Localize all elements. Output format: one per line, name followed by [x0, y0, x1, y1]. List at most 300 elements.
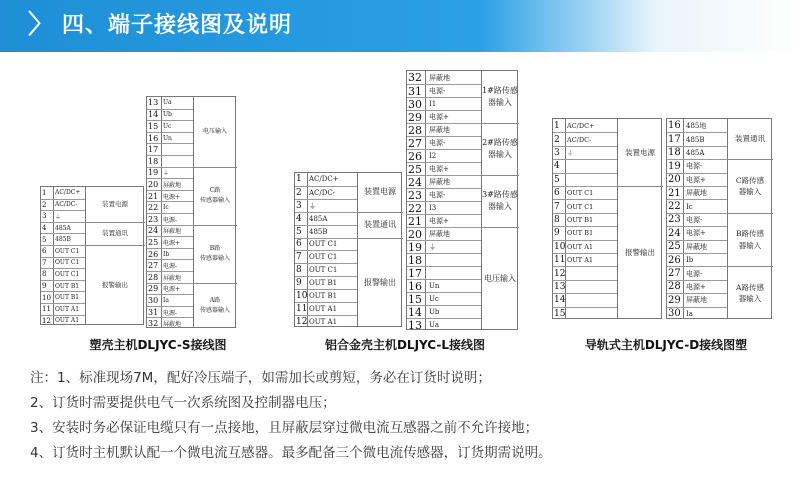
terminal-row	[667, 266, 727, 279]
terminal-label: 电源+	[429, 165, 449, 173]
terminal-row	[553, 186, 617, 199]
section-title: 四、端子接线图及说明	[62, 13, 293, 38]
terminal-label: 屏蔽地	[163, 274, 182, 282]
terminal-row	[147, 248, 193, 260]
terminal-row	[667, 213, 727, 226]
terminal-row	[553, 132, 617, 145]
note-2: 2、订货时需要提供电气一次系统图及控制器电压；	[30, 395, 336, 411]
terminal-number: 27	[148, 261, 159, 271]
terminal-row	[147, 190, 193, 202]
terminal-number: 22	[668, 201, 681, 213]
terminal-number: 13	[148, 98, 159, 108]
terminal-number: 29	[668, 294, 681, 306]
terminal-row	[407, 110, 481, 123]
terminal-label: OUT C1	[55, 270, 80, 278]
terminal-number: 19	[408, 240, 422, 254]
terminal-label: OUT A1	[309, 304, 338, 313]
diagram-l-left-block	[294, 172, 402, 327]
terminal-row	[147, 201, 193, 213]
terminal-number: 7	[554, 201, 560, 212]
group-label: 报警输出	[364, 277, 396, 287]
terminal-row	[147, 120, 193, 132]
terminal-label: Ia	[686, 309, 693, 318]
diagram-d-right-block	[666, 118, 772, 319]
terminal-label: OUT A1	[309, 317, 338, 326]
terminal-number: 10	[42, 293, 51, 302]
group-label: 1#路传感 器输入	[482, 86, 518, 107]
terminal-row	[407, 162, 481, 175]
terminal-row	[667, 186, 727, 199]
group-label: 3#路传感 器输入	[482, 190, 518, 211]
terminal-label: Ic	[686, 202, 693, 211]
terminal-label: 485A	[309, 214, 328, 223]
terminal-number: 24	[408, 175, 422, 189]
terminal-label: 电源+	[686, 175, 706, 184]
terminal-row	[147, 155, 193, 167]
terminal-row	[553, 213, 617, 226]
terminal-row	[553, 293, 617, 306]
terminal-row	[407, 227, 481, 240]
terminal-label: 电源-	[429, 139, 446, 147]
terminal-row	[407, 214, 481, 227]
terminal-number: 29	[408, 110, 422, 124]
terminal-row	[407, 318, 481, 331]
terminal-row	[407, 71, 481, 84]
terminal-row	[295, 212, 357, 225]
group-label: 装置通讯	[735, 134, 765, 144]
terminal-row	[667, 280, 727, 293]
terminal-row	[147, 294, 193, 306]
group-divider	[85, 222, 145, 223]
terminal-number: 22	[148, 203, 159, 213]
terminal-label: ⏚	[429, 243, 436, 251]
terminal-row	[667, 199, 727, 212]
group-label: 装置通讯	[364, 219, 396, 229]
terminal-row	[295, 225, 357, 238]
terminal-label: AC/DC+	[55, 189, 81, 197]
group-label: B路传感 器输入	[735, 229, 764, 250]
terminal-number: 16	[408, 279, 422, 293]
terminal-row	[295, 263, 357, 276]
terminal-label: 485B	[55, 236, 71, 244]
terminal-label: OUT C1	[309, 240, 338, 249]
terminal-number: 11	[296, 303, 308, 314]
terminal-number: 17	[668, 134, 681, 146]
terminal-row	[147, 213, 193, 225]
terminal-row	[41, 280, 85, 292]
terminal-number: 20	[408, 227, 422, 241]
terminal-number: 15	[408, 292, 422, 306]
terminal-row	[553, 280, 617, 293]
terminal-number: 20	[668, 174, 681, 186]
terminal-row	[147, 97, 193, 109]
terminal-row	[553, 240, 617, 253]
terminal-row	[295, 238, 357, 251]
terminal-label: 屏蔽地	[429, 230, 450, 238]
terminal-row	[295, 173, 357, 186]
terminal-label: OUT B1	[55, 282, 80, 290]
terminal-row	[147, 178, 193, 190]
terminal-number: 18	[668, 147, 681, 159]
terminal-label: 屏蔽地	[163, 181, 182, 189]
terminal-row	[553, 159, 617, 172]
terminal-number: 10	[296, 291, 308, 302]
terminal-row	[295, 199, 357, 212]
terminal-label: 电源-	[163, 309, 178, 317]
terminal-label: OUT B1	[309, 292, 338, 301]
terminal-row	[553, 119, 617, 132]
terminal-number: 18	[148, 156, 159, 166]
terminal-number: 22	[408, 201, 422, 215]
diagram-s-caption: 塑壳主机DLJYC-S接线图	[89, 338, 227, 352]
terminal-label: OUT C1	[309, 266, 338, 275]
terminal-label: AC/DC+	[309, 175, 339, 184]
terminal-label: 屏蔽地	[686, 242, 707, 251]
terminal-row	[407, 201, 481, 214]
terminal-number: 24	[668, 227, 681, 239]
terminal-number: 8	[554, 214, 560, 225]
terminal-row	[407, 97, 481, 110]
terminal-number: 32	[148, 319, 159, 329]
terminal-label: 电源-	[686, 269, 703, 278]
terminal-number: 7	[42, 258, 47, 267]
terminal-label: 电源-	[686, 215, 703, 224]
group-label: A路传感 器输入	[736, 282, 764, 304]
terminal-number: 23	[148, 214, 159, 224]
group-divider	[481, 123, 519, 124]
note-4: 4、订货时主机默认配一个微电流互感器。最多配备三个微电流传感器，订货期需说明。	[30, 445, 552, 461]
terminal-row	[41, 245, 85, 257]
terminal-number: 21	[668, 187, 681, 199]
terminal-label: 屏蔽地	[686, 189, 707, 198]
terminal-number: 2	[296, 187, 302, 198]
group-divider	[481, 175, 519, 176]
terminal-number: 3	[554, 147, 560, 158]
terminal-number: 9	[296, 278, 302, 289]
terminal-label: 485A	[55, 224, 71, 232]
terminal-row	[553, 266, 617, 279]
group-label: C路传感 器输入	[735, 175, 765, 196]
terminal-number: 3	[296, 200, 302, 211]
terminal-row	[147, 283, 193, 295]
group-label: 报警输出	[102, 281, 128, 290]
terminal-label: 电源+	[163, 239, 181, 247]
group-label: 装置通讯	[102, 229, 128, 238]
note-3: 3、安装时务必保证电缆只有一点接地，且屏蔽层穿过微电流互感器之前不允许接地；	[30, 420, 539, 436]
terminal-number: 27	[668, 268, 681, 280]
terminal-number: 17	[148, 145, 159, 155]
terminal-label: OUT C1	[309, 253, 338, 262]
terminal-number: 30	[668, 308, 681, 320]
terminal-row	[147, 167, 193, 179]
terminal-number: 9	[554, 228, 560, 239]
group-divider	[727, 266, 773, 267]
terminal-label: OUT A1	[55, 317, 80, 325]
terminal-number: 31	[148, 307, 159, 317]
terminal-row	[407, 175, 481, 188]
terminal-row	[295, 186, 357, 199]
terminal-number: 19	[148, 168, 159, 178]
terminal-label: OUT C1	[55, 259, 80, 267]
terminal-row	[147, 317, 193, 329]
terminal-number: 24	[148, 226, 159, 236]
terminal-number: 5	[42, 235, 47, 244]
terminal-label: OUT A1	[567, 242, 594, 251]
terminal-label: OUT B1	[55, 294, 80, 302]
terminal-label: Ub	[429, 308, 440, 316]
terminal-row	[295, 250, 357, 263]
terminal-number: 23	[668, 214, 681, 226]
terminal-label: Ua	[429, 321, 440, 329]
terminal-row	[147, 259, 193, 271]
terminal-number: 25	[668, 241, 681, 253]
group-divider	[85, 245, 145, 246]
terminal-label: 电源-	[686, 162, 703, 171]
terminal-label: Ib	[686, 256, 694, 265]
group-label: C路 传感器输入	[199, 186, 230, 204]
terminal-row	[41, 210, 85, 222]
terminal-row	[41, 257, 85, 269]
terminal-number: 4	[42, 224, 47, 233]
terminal-number: 26	[408, 149, 422, 163]
terminal-label: OUT B1	[567, 229, 594, 238]
terminal-number: 1	[296, 174, 302, 185]
terminal-row	[295, 276, 357, 289]
terminal-number: 7	[296, 252, 302, 263]
terminal-row	[147, 236, 193, 248]
terminal-number: 8	[42, 270, 47, 279]
terminal-number: 28	[668, 281, 681, 293]
group-divider	[727, 159, 773, 160]
terminal-number: 9	[42, 282, 47, 291]
terminal-number: 8	[296, 265, 302, 276]
terminal-number: 2	[554, 134, 560, 145]
terminal-number: 32	[408, 71, 422, 84]
terminal-label: 电源+	[163, 286, 181, 294]
terminal-label: ⏚	[163, 170, 170, 178]
terminal-number: 14	[408, 305, 422, 319]
terminal-row	[41, 315, 85, 327]
terminal-row	[667, 159, 727, 172]
terminal-row	[667, 119, 727, 132]
terminal-row	[407, 136, 481, 149]
group-label: A路 传感器输入	[199, 296, 230, 314]
terminal-number: 13	[554, 281, 566, 292]
terminal-number: 23	[408, 188, 422, 202]
diagram-l-caption: 铝合金壳主机DLJYC-L接线图	[324, 338, 486, 352]
terminal-number: 10	[554, 241, 566, 252]
terminal-label: Uc	[163, 122, 172, 130]
terminal-number: 25	[148, 237, 159, 247]
terminal-row	[407, 279, 481, 292]
terminal-row	[553, 253, 617, 266]
terminal-number: 4	[554, 161, 560, 172]
terminal-label: Ua	[163, 99, 172, 107]
terminal-row	[553, 226, 617, 239]
terminal-number: 16	[148, 133, 159, 143]
terminal-number: 26	[148, 249, 159, 259]
terminal-label: I1	[429, 100, 437, 108]
section-banner	[0, 0, 800, 52]
terminal-row	[667, 293, 727, 306]
group-divider	[617, 186, 663, 187]
terminal-number: 3	[42, 212, 47, 221]
terminal-number: 1	[554, 120, 560, 131]
terminal-label: 屏蔽地	[163, 228, 182, 236]
terminal-row	[667, 307, 727, 320]
terminal-row	[407, 305, 481, 318]
terminal-label: I3	[429, 204, 437, 212]
diagram-d-left-block	[552, 118, 662, 319]
terminal-row	[553, 199, 617, 212]
terminal-label: 485B	[686, 135, 705, 144]
group-divider	[357, 212, 403, 213]
terminal-row	[295, 289, 357, 302]
terminal-label: 电源-	[163, 216, 178, 224]
terminal-number: 15	[554, 308, 566, 319]
terminal-row	[553, 173, 617, 186]
terminal-label: 屏蔽地	[429, 73, 450, 82]
terminal-number: 13	[408, 318, 422, 332]
diagram-d-caption: 导轨式主机DLJYC-D接线图塑	[584, 338, 748, 352]
terminal-row	[553, 307, 617, 320]
diagram-l-right-block	[406, 70, 518, 330]
terminal-number: 15	[148, 121, 159, 131]
terminal-number: 14	[148, 110, 159, 120]
terminal-number: 1	[42, 188, 47, 197]
terminal-label: 屏蔽地	[163, 321, 182, 329]
chevron-right-icon: 〉	[28, 10, 55, 40]
group-divider	[193, 283, 237, 284]
terminal-label: 电源+	[686, 229, 706, 238]
terminal-row	[41, 268, 85, 280]
group-label: 电压输入	[202, 127, 227, 135]
terminal-number: 5	[554, 174, 560, 185]
diagram-s-left-block	[40, 186, 144, 325]
terminal-label: AC/DC-	[567, 135, 592, 144]
terminal-label: Un	[429, 282, 440, 290]
group-label: B路 传感器输入	[199, 244, 230, 262]
terminal-row	[667, 146, 727, 159]
terminal-number: 11	[554, 255, 566, 266]
terminal-row	[667, 240, 727, 253]
terminal-number: 11	[42, 305, 51, 314]
terminal-label: 485A	[686, 148, 705, 157]
terminal-label: Ub	[163, 111, 172, 119]
terminal-number: 12	[296, 316, 308, 327]
terminal-number: 31	[408, 84, 422, 98]
terminal-label: OUT C1	[567, 202, 594, 211]
terminal-row	[407, 84, 481, 97]
terminal-row	[667, 226, 727, 239]
terminal-label: OUT C1	[55, 247, 80, 255]
terminal-label: 电源+	[429, 217, 449, 225]
terminal-number: 6	[296, 239, 302, 250]
terminal-label: 485B	[309, 227, 328, 236]
terminal-row	[407, 292, 481, 305]
group-divider	[357, 238, 403, 239]
note-1: 注：1、标准现场7M，配好冷压端子，如需加长或剪短，务必在订货时说明；	[30, 370, 491, 386]
terminal-label: 电源+	[686, 282, 706, 291]
terminal-row	[407, 188, 481, 201]
terminal-row	[407, 240, 481, 253]
terminal-row	[41, 291, 85, 303]
group-label: 电压输入	[484, 274, 516, 283]
terminal-row	[147, 143, 193, 155]
terminal-number: 12	[554, 268, 566, 279]
group-divider	[727, 213, 773, 214]
terminal-row	[41, 222, 85, 234]
terminal-label: OUT A1	[567, 256, 594, 265]
terminal-number: 26	[668, 254, 681, 266]
terminal-label: OUT C1	[567, 189, 594, 198]
terminal-row	[147, 271, 193, 283]
terminal-number: 20	[148, 179, 159, 189]
terminal-label: OUT B1	[567, 215, 594, 224]
group-divider	[481, 227, 519, 228]
terminal-label: 屏蔽地	[429, 126, 450, 134]
terminal-label: ⏚	[567, 149, 574, 158]
terminal-number: 30	[148, 295, 159, 305]
terminal-row	[41, 187, 85, 199]
terminal-label: 485地	[686, 121, 707, 130]
terminal-row	[667, 132, 727, 145]
terminal-number: 28	[408, 123, 422, 137]
terminal-label: Ib	[163, 250, 170, 258]
terminal-label: 电源-	[429, 191, 446, 199]
diagram-s-right-block	[146, 96, 236, 328]
group-label: 装置电源	[364, 187, 396, 197]
terminal-row	[667, 253, 727, 266]
terminal-label: Ia	[163, 296, 169, 304]
terminal-row	[667, 173, 727, 186]
terminal-label: Ic	[163, 204, 169, 212]
group-divider	[193, 225, 237, 226]
terminal-number: 21	[408, 214, 422, 228]
terminal-number: 12	[42, 316, 51, 325]
group-label: 装置电源	[625, 147, 655, 157]
terminal-label: ⏚	[55, 213, 62, 221]
terminal-row	[41, 199, 85, 211]
group-label: 装置电源	[102, 200, 128, 209]
terminal-label: AC/DC-	[55, 201, 78, 209]
terminal-row	[407, 266, 481, 279]
terminal-row	[41, 303, 85, 315]
terminal-label: I2	[429, 152, 437, 160]
terminal-label: ⏚	[309, 201, 316, 210]
terminal-number: 17	[408, 266, 422, 280]
terminal-number: 14	[554, 295, 566, 306]
terminal-number: 21	[148, 191, 159, 201]
terminal-number: 27	[408, 136, 422, 150]
terminal-row	[41, 233, 85, 245]
terminal-label: OUT B1	[309, 279, 338, 288]
terminal-number: 18	[408, 253, 422, 267]
terminal-label: AC/DC-	[309, 188, 336, 197]
terminal-number: 29	[148, 284, 159, 294]
terminal-number: 28	[148, 272, 159, 282]
terminal-number: 19	[668, 160, 681, 172]
terminal-row	[295, 302, 357, 315]
terminal-row	[553, 146, 617, 159]
terminal-row	[407, 123, 481, 136]
terminal-number: 6	[554, 188, 560, 199]
terminal-number: 25	[408, 162, 422, 176]
terminal-row	[147, 109, 193, 121]
terminal-row	[407, 253, 481, 266]
terminal-row	[147, 306, 193, 318]
terminal-label: Un	[163, 134, 172, 142]
